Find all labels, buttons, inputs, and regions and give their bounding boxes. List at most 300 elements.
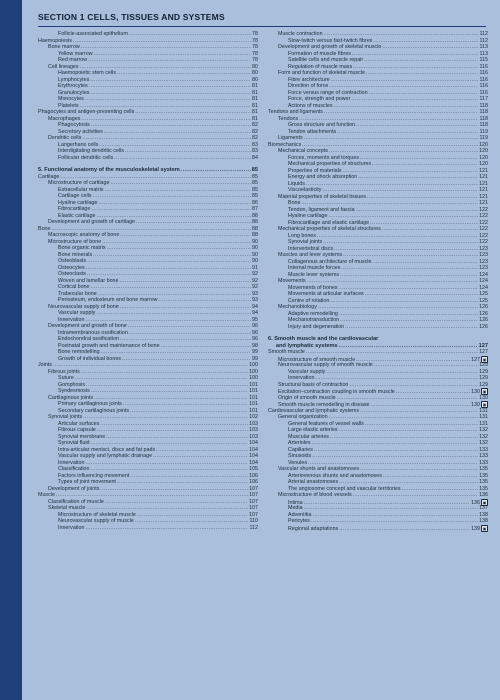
entry-title: The angiosome concept and vascular territories <box>288 485 401 492</box>
toc-entry[interactable] <box>268 324 488 331</box>
entry-title: Microstructure of blood vessels <box>278 492 352 498</box>
entry-title: Factors influencing movement <box>58 472 130 479</box>
page-number: 105 <box>249 466 258 472</box>
entry-title: Vascular supply and lymphatic drainage <box>58 453 153 459</box>
entry-title: Monocytes <box>58 96 84 102</box>
dot-leader <box>85 525 248 532</box>
entry-title: Langerhans cells <box>58 141 99 148</box>
entry-title: Arteriovenous shunts and anastomoses <box>288 472 382 479</box>
page-number: 91 <box>252 264 258 271</box>
toc-entry[interactable] <box>38 155 258 162</box>
page-number: 129 <box>479 381 488 388</box>
entry-title: Elastic cartilage <box>58 212 96 219</box>
page-number: 136 <box>471 499 480 506</box>
dot-leader <box>306 349 478 356</box>
entry-title: Bone organic matrix <box>58 245 106 251</box>
page-number: 82 <box>252 135 258 141</box>
page-number: 123 <box>479 258 488 265</box>
page-number: 90 <box>252 258 258 264</box>
page-number: 99 <box>252 349 258 355</box>
page-number: 125 <box>479 297 488 304</box>
entry-title: Mechanobiology <box>278 304 317 310</box>
page-number: 87 <box>252 206 258 212</box>
page-number: 99 <box>252 355 258 362</box>
page-number: 129 <box>479 375 488 381</box>
right-column <box>268 31 488 531</box>
page-number: 121 <box>479 200 488 206</box>
entry-title: Pericytes <box>288 518 310 524</box>
page-number: 110 <box>249 518 258 524</box>
entry-title: Joints <box>38 362 52 368</box>
entry-title: Cortical bone <box>58 284 90 290</box>
page-number: 112 <box>249 524 258 531</box>
entry-title: Mechanical properties of structures <box>288 161 372 167</box>
page-number: 107 <box>249 485 258 492</box>
page-number: 122 <box>479 206 488 213</box>
page-number: 92 <box>252 271 258 277</box>
entry-title: Internal muscle forces <box>288 265 341 271</box>
page-number: 121 <box>479 167 488 174</box>
page-number: 101 <box>249 381 258 388</box>
entry-title: Sinusoids <box>288 453 312 459</box>
page-number: 96 <box>252 323 258 329</box>
page-number: 126 <box>479 323 488 330</box>
page-number: 121 <box>479 174 488 180</box>
entry-title: Bone remodelling <box>58 349 100 355</box>
entry-title: General organization <box>278 414 328 420</box>
entry-title: Fibrous joints <box>48 368 80 375</box>
page-number: 130 <box>471 389 480 395</box>
page-number: 78 <box>252 57 258 63</box>
left-column <box>38 31 258 531</box>
entry-title: Granulocytes <box>58 89 90 96</box>
dot-leader <box>337 395 478 402</box>
entry-title: Forces, moments and torques <box>288 154 359 161</box>
page-number: 126 <box>479 310 488 317</box>
dot-leader <box>339 526 470 533</box>
page-number: 132 <box>479 440 488 446</box>
page-number: 82 <box>252 128 258 135</box>
entry-title: Innervation <box>58 459 85 466</box>
page-number: 138 <box>479 518 488 524</box>
entry-title: Macroscopic anatomy of bone <box>48 232 120 238</box>
page-number: 78 <box>252 50 258 57</box>
page-number: 101 <box>249 394 258 401</box>
page-number: 88 <box>252 232 258 238</box>
page-number: 88 <box>252 212 258 219</box>
page-number: 104 <box>249 459 258 466</box>
entry-title: Fibrocartilage <box>58 206 91 212</box>
section-color-bar <box>0 0 22 700</box>
entry-title: 6. Smooth muscle and the cardiovascular <box>268 336 379 342</box>
page-number: 103 <box>249 427 258 433</box>
page-number: 81 <box>252 109 258 115</box>
header-rule <box>38 26 486 27</box>
entry-title: Muscle contraction <box>278 31 323 37</box>
entry-title: Osteocytes <box>58 264 85 271</box>
entry-title: Interdigitating dendritic cells <box>58 148 124 154</box>
entry-title: Liquids <box>288 180 305 187</box>
page-number: 104 <box>249 446 258 453</box>
entry-title: Synovial fluid <box>58 440 90 446</box>
entry-title: Hyaline cartilage <box>288 213 328 219</box>
toc-entry[interactable] <box>38 525 258 532</box>
entry-title: Arterial anastomoses <box>288 479 339 485</box>
page-number: 122 <box>479 213 488 219</box>
web-content-icon: ▣ <box>482 389 487 394</box>
entry-title: Force, strength and power <box>288 96 351 102</box>
page-number: 92 <box>252 284 258 290</box>
page-number: 124 <box>479 284 488 291</box>
dot-leader <box>349 382 478 389</box>
page-number: 135 <box>479 479 488 485</box>
entry-title: Capillaries <box>288 446 313 453</box>
page-number: 121 <box>479 193 488 200</box>
entry-title: Muscle <box>38 492 55 498</box>
entry-title: Movements <box>278 278 306 284</box>
entry-title: Synovial membrane <box>58 433 106 440</box>
entry-title: Media <box>288 505 303 511</box>
page-number: 115 <box>479 57 488 63</box>
page-number: 103 <box>249 420 258 427</box>
entry-title: Excitation–contraction coupling in smooth muscle <box>278 389 395 395</box>
entry-title: Red marrow <box>58 57 88 63</box>
entry-title: Arterioles <box>288 440 311 446</box>
entry-title: Phagocytes and antigen-presenting cells <box>38 109 135 115</box>
entry-title: Microstructure of cartilage <box>48 180 110 186</box>
entry-title: Synovial joints <box>288 239 323 245</box>
entry-title: Cell lineages <box>48 63 79 70</box>
page-number: 81 <box>252 102 258 109</box>
page-number: 88 <box>252 219 258 225</box>
page-number: 136 <box>479 492 488 498</box>
page-number: 116 <box>479 70 488 76</box>
entry-title: Secondary cartilaginous joints <box>58 407 129 414</box>
entry-title: Cardiovascular and lymphatic systems <box>268 407 360 414</box>
entry-title: Classification of muscle <box>48 498 104 505</box>
page-number: 103 <box>249 433 258 440</box>
page-number: 117 <box>479 96 488 102</box>
page-number: 84 <box>252 154 258 161</box>
page-number: 122 <box>479 219 488 226</box>
entry-title: Classification <box>58 466 90 472</box>
page-number: 122 <box>479 226 488 232</box>
toc-entry[interactable] <box>268 492 488 499</box>
page-number: 131 <box>479 414 488 420</box>
entry-title: Gross structure and function <box>288 122 356 128</box>
page-number: 100 <box>249 368 258 375</box>
page-number: 137 <box>479 505 488 511</box>
entry-title: Periosteum, endosteum and bone marrow <box>58 297 158 303</box>
page-number: 120 <box>479 154 488 161</box>
entry-title: Development and growth of cartilage <box>48 219 136 225</box>
page-number: 131 <box>479 420 488 427</box>
entry-title: Bone minerals <box>58 251 93 258</box>
page-number: 107 <box>249 511 258 518</box>
page-number: 95 <box>252 316 258 323</box>
entry-title: Vascular shunts and anastomoses <box>278 466 360 472</box>
entry-title: Tendons and ligaments <box>268 109 323 115</box>
page-number: 81 <box>252 89 258 96</box>
page-number: 127 <box>478 342 488 349</box>
page-number: 94 <box>252 303 258 310</box>
page-number: 132 <box>479 427 488 433</box>
page-number: 83 <box>252 141 258 148</box>
page-number: 82 <box>252 122 258 128</box>
page-number: 120 <box>479 141 488 148</box>
page-number: 94 <box>252 310 258 316</box>
page-number: 85 <box>251 167 258 173</box>
page-number: 101 <box>249 407 258 414</box>
page-number: 104 <box>249 440 258 446</box>
page-number: 78 <box>252 44 258 50</box>
entry-title: Injury and degeneration <box>288 323 345 330</box>
toc-entry[interactable] <box>268 518 488 525</box>
toc-entry[interactable] <box>268 382 488 389</box>
page-number: 85 <box>252 186 258 193</box>
page-number: 98 <box>252 342 258 349</box>
entry-title: Development and growth of skeletal muscle <box>278 44 382 50</box>
entry-title: and lymphatic systems <box>276 342 338 349</box>
entry-title: Endochondral ossification <box>58 336 119 342</box>
entry-title: Ligaments <box>278 135 303 141</box>
web-content-icon: ▣ <box>482 525 487 531</box>
entry-title: Innervation <box>288 375 315 381</box>
page-number: 118 <box>479 122 488 128</box>
entry-title: Extracellular matrix <box>58 186 104 193</box>
contents-columns <box>38 31 488 531</box>
entry-title: Types of joint movement <box>58 479 116 485</box>
page-number: 85 <box>252 180 258 186</box>
entry-title: Primary cartilaginous joints <box>58 401 122 407</box>
page-number: 80 <box>252 70 258 76</box>
page-number: 135 <box>479 485 488 492</box>
entry-title: Vascular supply <box>288 368 326 375</box>
entry-title: Gomphosis <box>58 381 86 388</box>
entry-title: General features of vessel walls <box>288 420 364 427</box>
entry-title: Origin of smooth muscle <box>278 394 336 401</box>
page-number: 130 <box>479 394 488 401</box>
entry-title: Neurovascular supply of muscle <box>58 518 134 524</box>
entry-title: Adaptive remodelling <box>288 310 338 317</box>
entry-title: Viscoelasticity <box>288 187 322 193</box>
entry-title: Osteoblasts <box>58 258 87 264</box>
page-number: 86 <box>252 199 258 206</box>
page-number: 106 <box>249 472 258 479</box>
entry-title: Syndesmosis <box>58 388 90 394</box>
page-number: 92 <box>252 277 258 284</box>
page-number: 121 <box>479 187 488 193</box>
entry-title: Long bones <box>288 232 316 239</box>
entry-title: Haemopoiesis <box>38 37 72 44</box>
page-number: 133 <box>479 453 488 459</box>
entry-title: Form and function of skeletal muscle <box>278 70 366 76</box>
page-number: 112 <box>479 31 488 37</box>
entry-title: Dendritic cells <box>48 135 82 141</box>
page-number: 113 <box>479 50 488 57</box>
entry-title: Bone <box>38 225 51 232</box>
page-number: 107 <box>249 492 258 498</box>
entry-title: Mechanical properties of skeletal structures <box>278 226 381 232</box>
entry-title: Macrophages <box>48 115 81 122</box>
page-number: 133 <box>479 446 488 453</box>
entry-title: Smooth muscle <box>268 349 305 355</box>
entry-title: Microstructure of smooth muscle <box>278 356 356 363</box>
entry-title: Mechanotransduction <box>288 317 340 323</box>
page-number: 127 <box>471 356 480 363</box>
page-number: 116 <box>479 89 488 96</box>
page-number: 119 <box>479 128 488 135</box>
dot-leader <box>345 324 478 331</box>
page-number: 118 <box>479 109 488 115</box>
page-number: 81 <box>252 115 258 122</box>
entry-title: Platelets <box>58 102 79 109</box>
page-number: 124 <box>479 271 488 278</box>
page-number: 85 <box>252 193 258 199</box>
page-number: 123 <box>479 265 488 271</box>
entry-title: Osteoclasts <box>58 271 86 277</box>
entry-title: Innervation <box>58 316 85 323</box>
entry-title: Movements at articular surfaces <box>288 291 364 297</box>
page-number: 80 <box>252 76 258 83</box>
entry-title: Growth of individual bones <box>58 355 121 362</box>
page-number: 106 <box>249 479 258 485</box>
entry-title: Material properties of skeletal tissues <box>278 193 366 200</box>
entry-title: Biomechanics <box>268 141 302 148</box>
page-number: 88 <box>252 225 258 232</box>
entry-title: Direction of force <box>288 83 329 89</box>
page-number: 125 <box>479 291 488 297</box>
page-number: 116 <box>479 76 488 83</box>
page-number: 96 <box>252 336 258 342</box>
page-number: 113 <box>479 44 488 50</box>
entry-title: Secretory activities <box>58 128 103 135</box>
entry-title: Regional adaptations <box>288 525 339 532</box>
entry-title: Neurovascular supply of smooth muscle <box>278 362 373 368</box>
entry-title: 5. Functional anatomy of the musculoskeletal system <box>38 167 180 173</box>
page-number: 135 <box>479 466 488 472</box>
page-number: 78 <box>252 31 258 37</box>
page-number: 122 <box>479 232 488 239</box>
page-number: 83 <box>252 148 258 154</box>
entry-title: Microstructure of bone <box>48 238 102 245</box>
entry-title: Follicular dendritic cells <box>58 154 114 161</box>
entry-title: Force versus range of contraction <box>288 89 368 96</box>
entry-title: Intra-articular menisci, discs and fat pads <box>58 446 156 453</box>
page-number: 132 <box>479 433 488 440</box>
page-number: 119 <box>479 135 488 141</box>
entry-title: Phagocytosis <box>58 122 90 128</box>
toc-entry[interactable] <box>268 525 488 532</box>
page-number: 123 <box>479 252 488 258</box>
toc-entry[interactable] <box>268 349 488 356</box>
page-number: 80 <box>252 63 258 70</box>
page-number: 122 <box>479 239 488 245</box>
entry-title: Tendon attachments <box>288 128 337 135</box>
page-number: 138 <box>479 511 488 518</box>
page-number: 81 <box>252 83 258 89</box>
entry-title: Vascular supply <box>58 310 96 316</box>
entry-title: Slow-twitch versus fast-twitch fibres <box>288 37 373 44</box>
entry-title: Yellow marrow <box>58 50 93 57</box>
page-number: 120 <box>479 148 488 154</box>
entry-title: Satellite cells and muscle repair <box>288 57 364 63</box>
page-number: 116 <box>479 63 488 70</box>
page-number: 85 <box>252 173 258 180</box>
entry-title: Collagenous architecture of muscle <box>288 258 372 265</box>
page-number: 101 <box>249 401 258 407</box>
section-header: SECTION 1 CELLS, TISSUES AND SYSTEMS <box>38 12 225 22</box>
entry-title: Trabecular bone <box>58 290 97 297</box>
page-number: 139 <box>471 525 480 532</box>
entry-title: Smooth muscle remodelling in disease <box>278 402 370 408</box>
web-content-icon: ▣ <box>482 499 487 505</box>
entry-title: Neurovascular supply of bone <box>48 303 119 310</box>
page-number: 129 <box>479 362 488 368</box>
entry-title: Formation of muscle fibres <box>288 50 351 57</box>
entry-title: Structural basis of contraction <box>278 381 349 388</box>
page-number: 81 <box>252 96 258 102</box>
entry-title: Large elastic arteries <box>288 427 338 433</box>
page-number: 126 <box>479 317 488 323</box>
page-number: 100 <box>249 375 258 381</box>
entry-title: Actions of muscles <box>288 102 333 109</box>
page-number: 121 <box>479 180 488 187</box>
page-number: 93 <box>252 297 258 303</box>
entry-title: Woven and lamellar bone <box>58 277 119 284</box>
entry-title: Intima <box>288 499 303 506</box>
entry-title: Intramembranous ossification <box>58 329 128 336</box>
page-number: 131 <box>479 407 488 414</box>
page-number: 116 <box>479 83 488 89</box>
entry-title: Innervation <box>58 524 85 531</box>
entry-title: Fibrous capsule <box>58 427 96 433</box>
page-number: 104 <box>249 453 258 459</box>
entry-title: Fibre architecture <box>288 76 330 83</box>
entry-title: Synovial joints <box>48 414 83 420</box>
entry-title: Regulation of muscle mass <box>288 63 353 70</box>
toc-entry[interactable] <box>268 395 488 402</box>
entry-title: Cartilaginous joints <box>48 394 94 401</box>
page-number: 127 <box>479 349 488 355</box>
dot-leader <box>114 155 251 162</box>
page-number: 90 <box>252 238 258 245</box>
entry-title: Suture <box>58 375 74 381</box>
page-number: 90 <box>252 251 258 258</box>
page-number: 123 <box>479 245 488 252</box>
entry-title: Development and growth of bone <box>48 323 127 329</box>
page-number: 107 <box>249 498 258 505</box>
web-content-icon: ▣ <box>482 356 487 362</box>
entry-title: Development of joints <box>48 485 100 492</box>
entry-title: Erythrocytes <box>58 83 88 89</box>
dot-leader <box>353 492 478 499</box>
entry-title: Cartilage cells <box>58 193 92 199</box>
entry-title: Articular surfaces <box>58 420 100 427</box>
page-number: 124 <box>479 278 488 284</box>
entry-title: Muscle lever systems <box>288 271 340 278</box>
page-number: 93 <box>252 290 258 297</box>
page-number: 96 <box>252 329 258 336</box>
page-number: 118 <box>479 102 488 109</box>
entry-title: Tendons <box>278 115 299 122</box>
page-number: 78 <box>252 37 258 44</box>
entry-title: Venules <box>288 459 308 466</box>
entry-title: Skeletal muscle <box>48 505 86 511</box>
page-number: 135 <box>479 472 488 479</box>
entry-title: Haemopoietic stem cells <box>58 70 116 76</box>
entry-title: Adventitia <box>288 511 312 518</box>
